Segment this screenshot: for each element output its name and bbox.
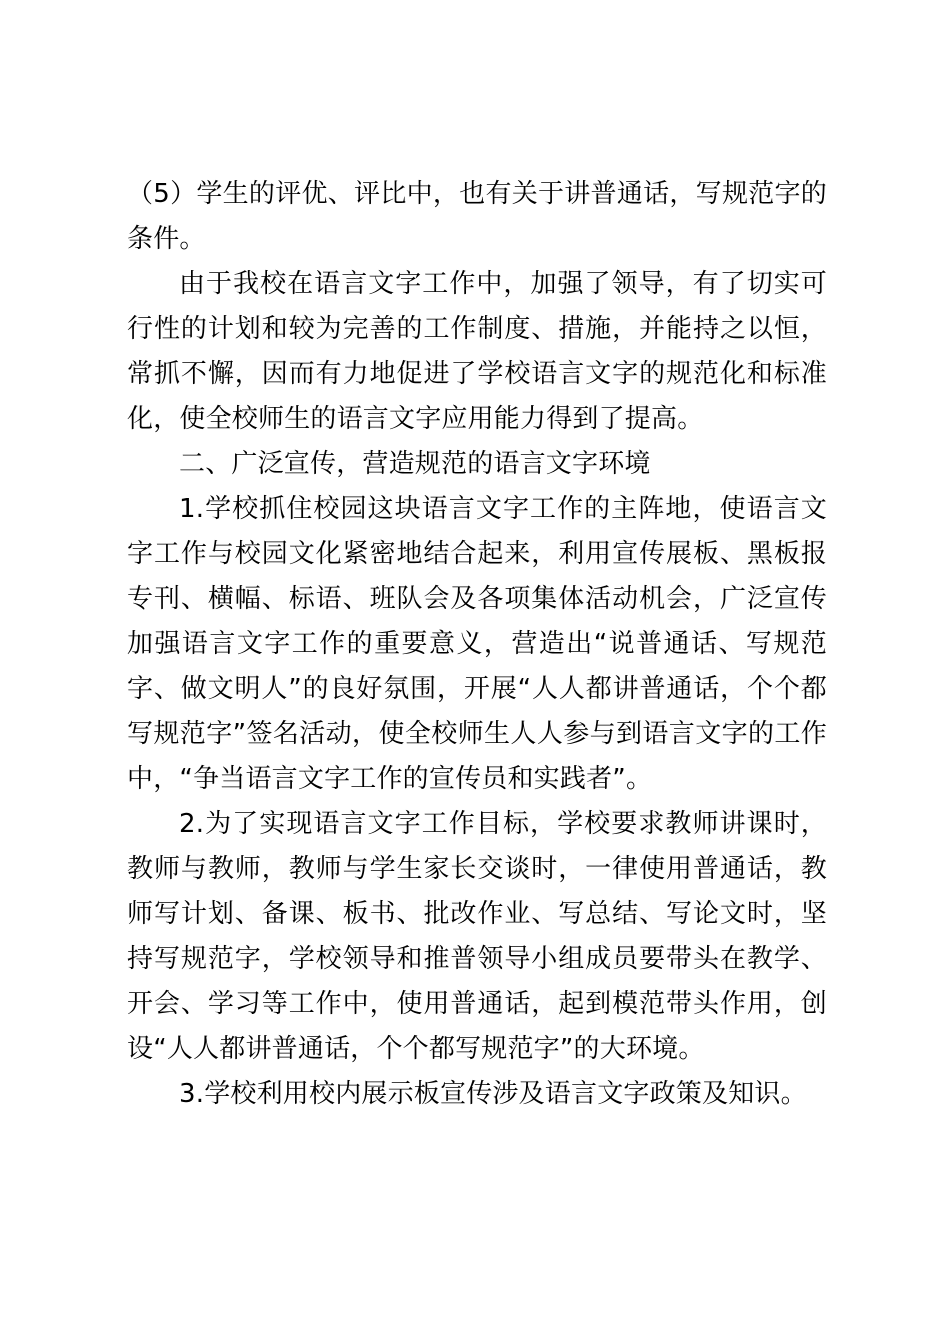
paragraph-item-1: 1.学校抓住校园这块语言文字工作的主阵地，使语言文字工作与校园文化紧密地结合起来，利用宣传展板、黑板报专刊、横幅、标语、班队会及各项集体活动机会，广泛宣传加强语言文字工作的重要意义，营造出“说普通话、写规范字、做文明人”的良好氛围，开展“人人都讲普通话，个个都写规范字”签名活动，使全校师生人人参与到语言文字的工作中，“争当语言文字工作的宣传员和实践者”。 bbox=[127, 494, 827, 794]
paragraph-leadership-summary: 由于我校在语言文字工作中，加强了领导，有了切实可行性的计划和较为完善的工作制度、措施，并能持之以恒，常抓不懈，因而有力地促进了学校语言文字的规范化和标准化，使全校师生的语言文字应用能力得到了提高。 bbox=[127, 269, 827, 434]
section-heading-publicity: 二、广泛宣传，营造规范的语言文字环境 bbox=[179, 449, 651, 479]
paragraph-item-3: 3.学校利用校内展示板宣传涉及语言文字政策及知识。 bbox=[179, 1079, 807, 1109]
paragraph-student-evaluation: （5）学生的评优、评比中，也有关于讲普通话，写规范字的条件。 bbox=[127, 179, 827, 254]
paragraph-item-2: 2.为了实现语言文字工作目标，学校要求教师讲课时，教师与教师，教师与学生家长交谈时，一律使用普通话，教师写计划、备课、板书、批改作业、写总结、写论文时，坚持写规范字，学校领导和推普领导小组成员要带头在教学、开会、学习等工作中，使用普通话，起到模范带头作用，创设“人人都讲普通话，个个都写规范字”的大环境。 bbox=[127, 809, 827, 1064]
document-body bbox=[127, 172, 827, 1117]
